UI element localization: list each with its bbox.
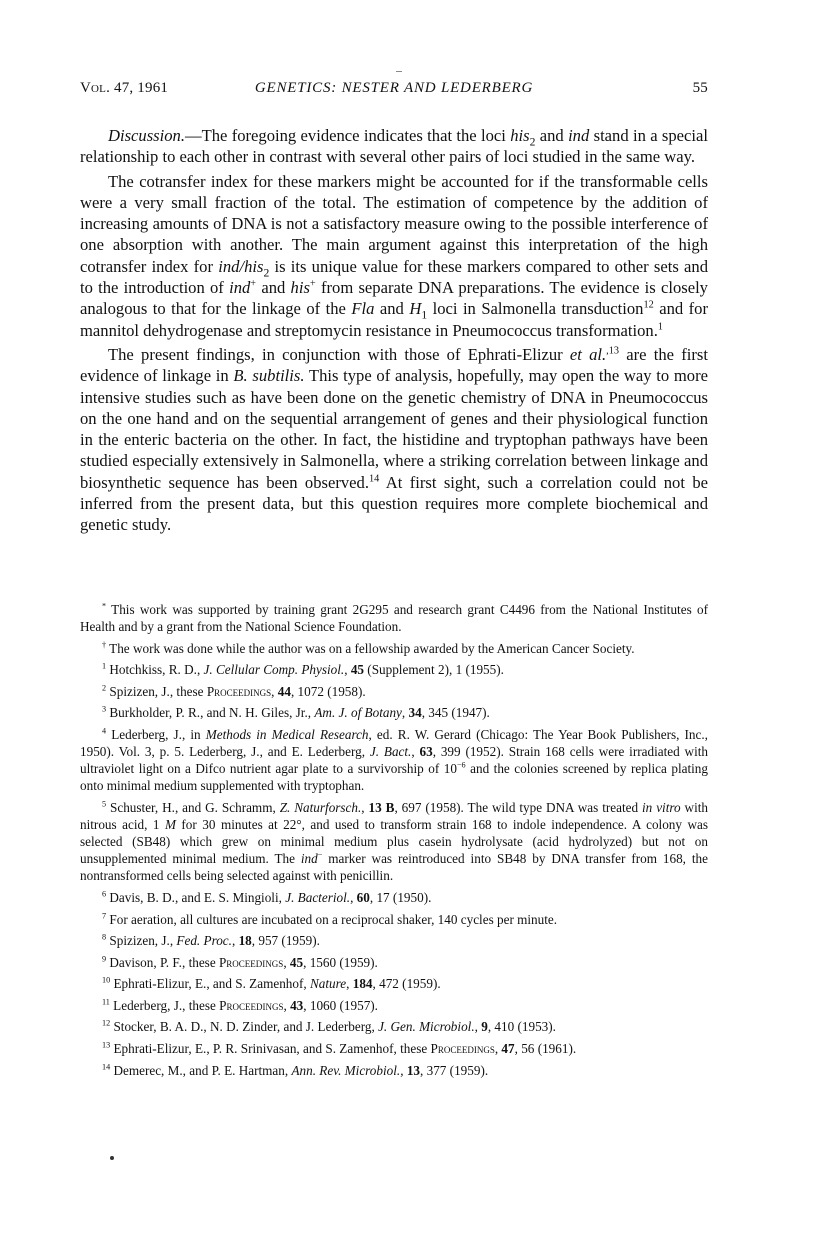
discussion-heading: Discussion. [108,126,185,145]
ref-13: ,13 [606,345,620,357]
page-number: 55 [692,80,708,96]
footnote-7: $^7$ For aeration, all cultures are incubated on a reciprocal shaker, 140 cycles per minute. [102,911,558,927]
footnote-star: * This work was supported by training grant 2G295 and research grant C4496 from the National Institutes of Health and by a grant from the National Science Foundation. [80,601,708,635]
footnote-6: $^6$ Davis, B. D., and E. S. Mingioli, J. Bacteriol., 60, 17 (1950). [102,889,432,905]
footnote-14: $^{14}$ Demerec, M., and P. E. Hartman, Ann. Rev. Microbiol., 13, 377 (1959). [102,1062,489,1078]
paragraph-discussion: Discussion.—The foregoing evidence indicates that the loci his$_2$ and ind stand in a special relationship to each other in contrast with several other pairs of loci studied in the same way. [80,126,708,167]
footnote-5: $^5$ Schuster, H., and G. Schramm, Z. Naturforsch., 13 B, 697 (1958). The wild type DNA was treated in vitro with nitrous acid, 1 M for 30 minutes at 22°, and used to transform strain 168 to indole independence. A colony was selected (SB48) which grew on minimal medium plus casein hydrolysate (acid hydrolyzed) but not on unsupplemented minimal medium. The ind− marker was reintroduced into SB48 by DNA transfer from 168, the nontransformed cells being selected against with penicillin. [80,799,709,884]
body-text [80,125,708,536]
volume-label: Vol. 47, 1961 [80,80,169,96]
footnote-13: $^{13}$ Ephrati-Elizur, E., P. R. Srinivasan, and S. Zamenhof, these Proceedings, 47, 56 (1961). [102,1040,577,1057]
footnote-12: $^{12}$ Stocker, B. A. D., N. D. Zinder, and J. Lederberg, J. Gen. Microbiol., 9, 410 (1953). [102,1019,556,1035]
footnote-4: $^4$ Lederberg, J., in Methods in Medical Research, ed. R. W. Gerard (Chicago: The Year Book Publishers, Inc., 1950). Vol. 3, p. 5. Lederberg, J., and E. Lederberg, J. Bact., 63, 399 (1952). Strain 168 cells were irradiated with ultraviolet light on a Difco nutrient agar plate to a survivorship of $10^{-6}$ and the colonies screened by replica plating onto minimal medium supplemented with tryptophan. [80,726,708,794]
footnotes [80,601,708,1083]
running-header [80,80,708,102]
footnote-11: $^{11}$ Lederberg, J., these Proceedings, 43, 1060 (1957). [102,997,378,1013]
ref-1: 1 [657,321,663,333]
running-title: GENETICS: NESTER AND LEDERBERG [254,80,534,96]
footnote-3: $^3$ Burkholder, P. R., and N. H. Giles, Jr., Am. J. of Botany, 34, 345 (1947). [102,705,490,721]
paragraph-findings: The present findings, in conjunction with those of Ephrati-Elizur et al.$^{,13}$ are the first evidence of linkage in B. subtilis. This type of analysis, hopefully, may open the way to more intensive studies such as have been done on the genetic chemistry of DNA in Pneumococcus on the one hand and on the sequential arrangement of genes and their physiological function in the enteric bacteria on the other. In fact, the histidine and tryptophan pathways have been studied especially extensively in Salmonella, where a striking correlation between linkage and biosynthetic sequence has been observed.$^{14}$ At first sight, such a correlation could not be inferred from the present data, but this question requires more complete biochemical and genetic study. [80,344,708,535]
footnote-1: $^1$ Hotchkiss, R. D., J. Cellular Comp. Physiol., 45 (Supplement 2), 1 (1955). [102,661,504,678]
footnote-8: $^8$ Spizizen, J., Fed. Proc., 18, 957 (1959). [102,932,320,949]
ref-14: 14 [368,473,380,485]
footnote-9: $^9$ Davison, P. F., these Proceedings, 45, 1560 (1959). [102,954,378,970]
footnote-2: $^2$ Spizizen, J., these Proceedings, 44, 1072 (1958). [102,683,366,699]
footnote-dagger: † The work was done while the author was on a fellowship awarded by the American Cancer Society. [102,640,635,656]
stray-dot-mark [110,1156,114,1160]
ref-12: 12 [643,299,654,311]
header-tick-mark [396,71,402,72]
paragraph-cotransfer: The cotransfer index for these markers might be accounted for if the transformable cells were a very small fraction of the total. The estimation of competence by the addition of increasing amounts of DNA is not a satisfactory measure owing to the possible interference of one absorption with another. The main argument against this interpretation of the high cotransfer index for ind/his$_2$ is its unique value for these markers compared to other sets and to the introduction of ind+ and his+ from separate DNA preparations. The evidence is closely analogous to that for the linkage of the Fla and $H_1$ loci in Salmonella transduction$^{12}$ and for mannitol dehydrogenase and streptomycin resistance in Pneumococcus transformation.$^1$ [80,171,708,340]
footnote-10: $^{10}$ Ephrati-Elizur, E., and S. Zamenhof, Nature, 184, 472 (1959). [102,975,441,992]
